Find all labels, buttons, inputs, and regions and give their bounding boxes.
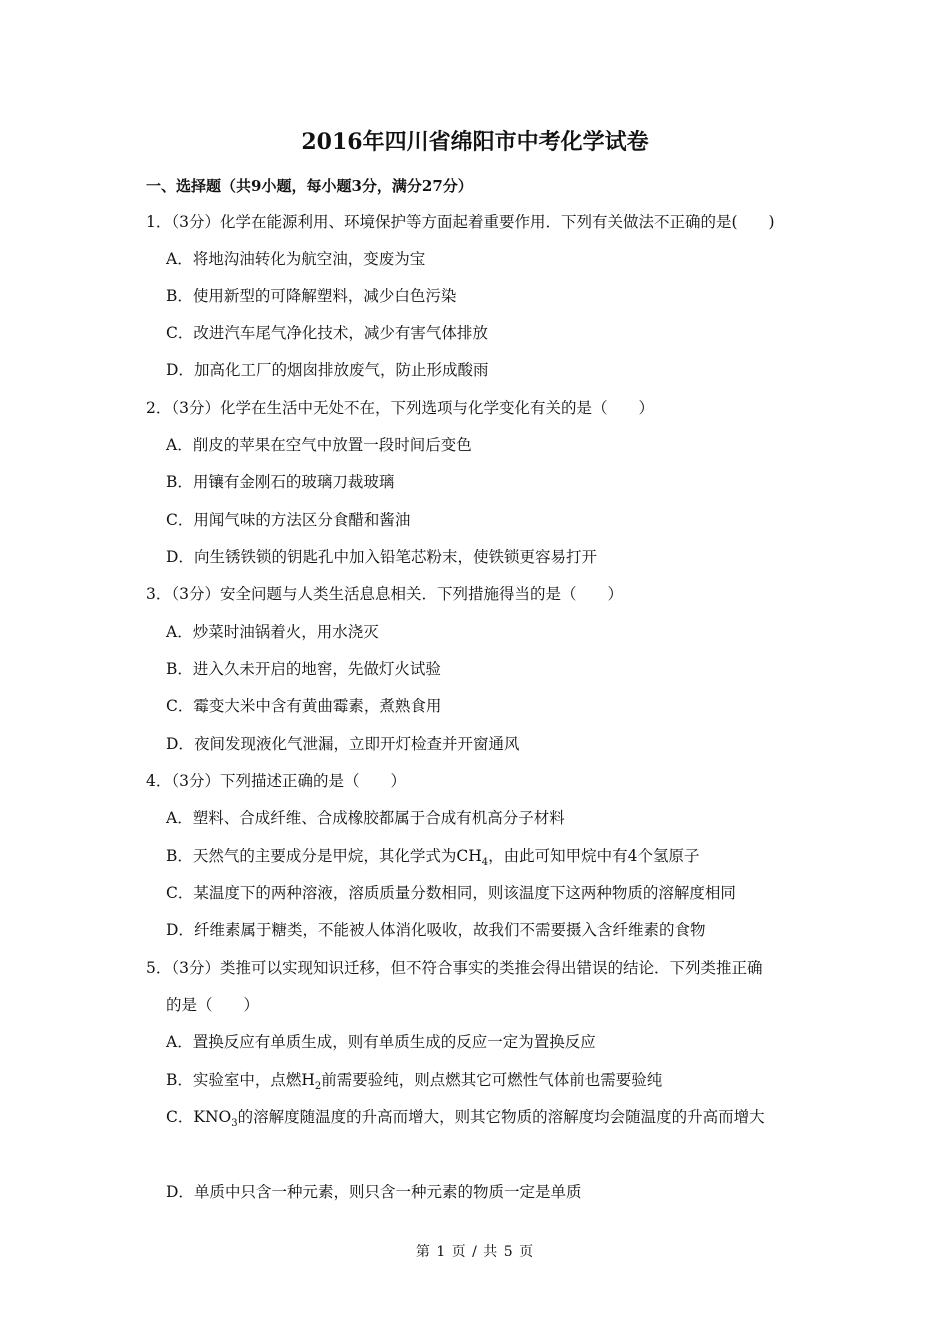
- option-text: 进入久未开启的地窖，先做灯火试验: [192, 660, 441, 678]
- option-letter: B．: [166, 847, 193, 865]
- option-text: 置换反应有单质生成，则有单质生成的反应一定为置换反应: [192, 1033, 596, 1051]
- question-4-option-d: [166, 917, 705, 943]
- question-2-option-d: [166, 544, 597, 570]
- option-text: 使用新型的可降解塑料，减少白色污染: [192, 287, 457, 305]
- subscript: 2: [314, 1081, 322, 1093]
- question-number: 4．: [146, 772, 172, 790]
- question-1-stem: [146, 209, 775, 235]
- question-2-option-a: [166, 432, 472, 458]
- option-text: 夜间发现液化气泄漏，立即开灯检查并开窗通风: [193, 735, 520, 753]
- question-score: （3分）: [171, 959, 220, 977]
- option-text: 用镶有金刚石的玻璃刀裁玻璃: [192, 473, 395, 491]
- option-text-after: 前需要验纯，则点燃其它可燃性气体前也需要验纯: [321, 1071, 663, 1089]
- option-letter: C．: [166, 884, 194, 902]
- question-text: 安全问题与人类生活息息相关．下列措施得当的是（ ）: [220, 585, 624, 603]
- question-score: （3分）: [171, 399, 220, 417]
- question-score: （3分）: [171, 213, 220, 231]
- question-text: 类推可以实现知识迁移，但不符合事实的类推会得出错误的结论．下列类推正确: [220, 959, 763, 977]
- option-text-before: 实验室中，点燃H: [192, 1071, 315, 1089]
- question-text: 化学在能源利用、环境保护等方面起着重要作用．下列有关做法不正确的是( ): [220, 213, 775, 231]
- option-letter: C．: [166, 511, 194, 529]
- option-letter: D．: [166, 1183, 194, 1201]
- option-text: 将地沟油转化为航空油，变废为宝: [192, 250, 426, 268]
- option-letter: A．: [166, 436, 193, 454]
- option-letter: D．: [166, 921, 194, 939]
- subscript: 3: [231, 1118, 238, 1130]
- option-letter: D．: [166, 548, 194, 566]
- option-letter: A．: [166, 809, 193, 827]
- question-text: 下列描述正确的是（ ）: [220, 772, 407, 790]
- page-footer: 第 1 页 / 共 5 页: [415, 1244, 535, 1260]
- option-letter: A．: [166, 250, 193, 268]
- option-letter: A．: [166, 1033, 193, 1051]
- question-score: （3分）: [171, 585, 220, 603]
- option-text-after: 的溶解度随温度的升高而增大，则其它物质的溶解度均会随温度的升高而增大: [237, 1108, 765, 1126]
- option-letter: B．: [166, 287, 193, 305]
- question-1-option-b: [166, 283, 456, 309]
- question-5-option-d: [166, 1179, 581, 1205]
- option-text: 炒菜时油锅着火，用水浇灭: [192, 623, 379, 641]
- option-text-after: ，由此可知甲烷中有4个氢原子: [488, 847, 700, 865]
- option-letter: C．: [166, 1108, 194, 1126]
- option-text: 改进汽车尾气净化技术，减少有害气体排放: [193, 324, 488, 342]
- option-text: 削皮的苹果在空气中放置一段时间后变色: [192, 436, 472, 454]
- option-text-before: 天然气的主要成分是甲烷，其化学式为CH: [192, 847, 482, 865]
- question-5-stem: [146, 955, 763, 981]
- option-text: 塑料、合成纤维、合成橡胶都属于合成有机高分子材料: [192, 809, 565, 827]
- option-text: 单质中只含一种元素，则只含一种元素的物质一定是单质: [193, 1183, 582, 1201]
- question-2-stem: [146, 395, 654, 421]
- option-letter: B．: [166, 660, 193, 678]
- section-heading: 一、选择题（共9小题，每小题3分，满分27分）: [146, 177, 473, 195]
- question-3-stem: [146, 581, 623, 607]
- question-2-option-c: [166, 507, 410, 533]
- question-text: 化学在生活中无处不在，下列选项与化学变化有关的是（ ）: [220, 399, 655, 417]
- question-4-option-a: [166, 805, 565, 831]
- question-number: 2．: [146, 399, 172, 417]
- subscript: 4: [481, 857, 489, 869]
- question-3-option-c: [166, 693, 441, 719]
- question-5-stem-continued: 的是（ ）: [166, 996, 260, 1014]
- option-text: 加高化工厂的烟囱排放废气，防止形成酸雨: [193, 361, 489, 379]
- question-1-option-d: [166, 357, 488, 383]
- option-letter: C．: [166, 697, 194, 715]
- option-letter: C．: [166, 324, 194, 342]
- question-number: 1．: [146, 213, 172, 231]
- option-text-before: KNO: [193, 1108, 232, 1126]
- question-2-option-b: [166, 469, 394, 495]
- option-text: 纤维素属于糖类，不能被人体消化吸收，故我们不需要摄入含纤维素的食物: [193, 921, 706, 939]
- option-letter: A．: [166, 623, 193, 641]
- option-text: 某温度下的两种溶液，溶质质量分数相同，则该温度下这两种物质的溶解度相同: [193, 884, 736, 902]
- option-text: 霉变大米中含有黄曲霉素，煮熟食用: [193, 697, 442, 715]
- question-number: 5．: [146, 959, 172, 977]
- question-5-option-c: [166, 1104, 765, 1137]
- option-letter: B．: [166, 473, 193, 491]
- question-3-option-a: [166, 619, 379, 645]
- question-5-option-a: [166, 1029, 596, 1055]
- question-4-stem: [146, 768, 406, 794]
- option-letter: B．: [166, 1071, 193, 1089]
- question-score: （3分）: [171, 772, 220, 790]
- question-1-option-c: [166, 320, 488, 346]
- option-text: 用闻气味的方法区分食醋和酱油: [193, 511, 411, 529]
- question-5-option-b: [166, 1067, 662, 1100]
- option-letter: D．: [166, 735, 194, 753]
- option-letter: D．: [166, 361, 194, 379]
- option-text: 向生锈铁锁的钥匙孔中加入铅笔芯粉末，使铁锁更容易打开: [193, 548, 597, 566]
- question-3-option-d: [166, 731, 519, 757]
- question-3-option-b: [166, 656, 441, 682]
- question-1-option-a: [166, 246, 425, 272]
- question-number: 3．: [146, 585, 172, 603]
- question-4-option-b: [166, 843, 700, 876]
- page-title: 2016年四川省绵阳市中考化学试卷: [301, 129, 649, 155]
- question-4-option-c: [166, 880, 736, 906]
